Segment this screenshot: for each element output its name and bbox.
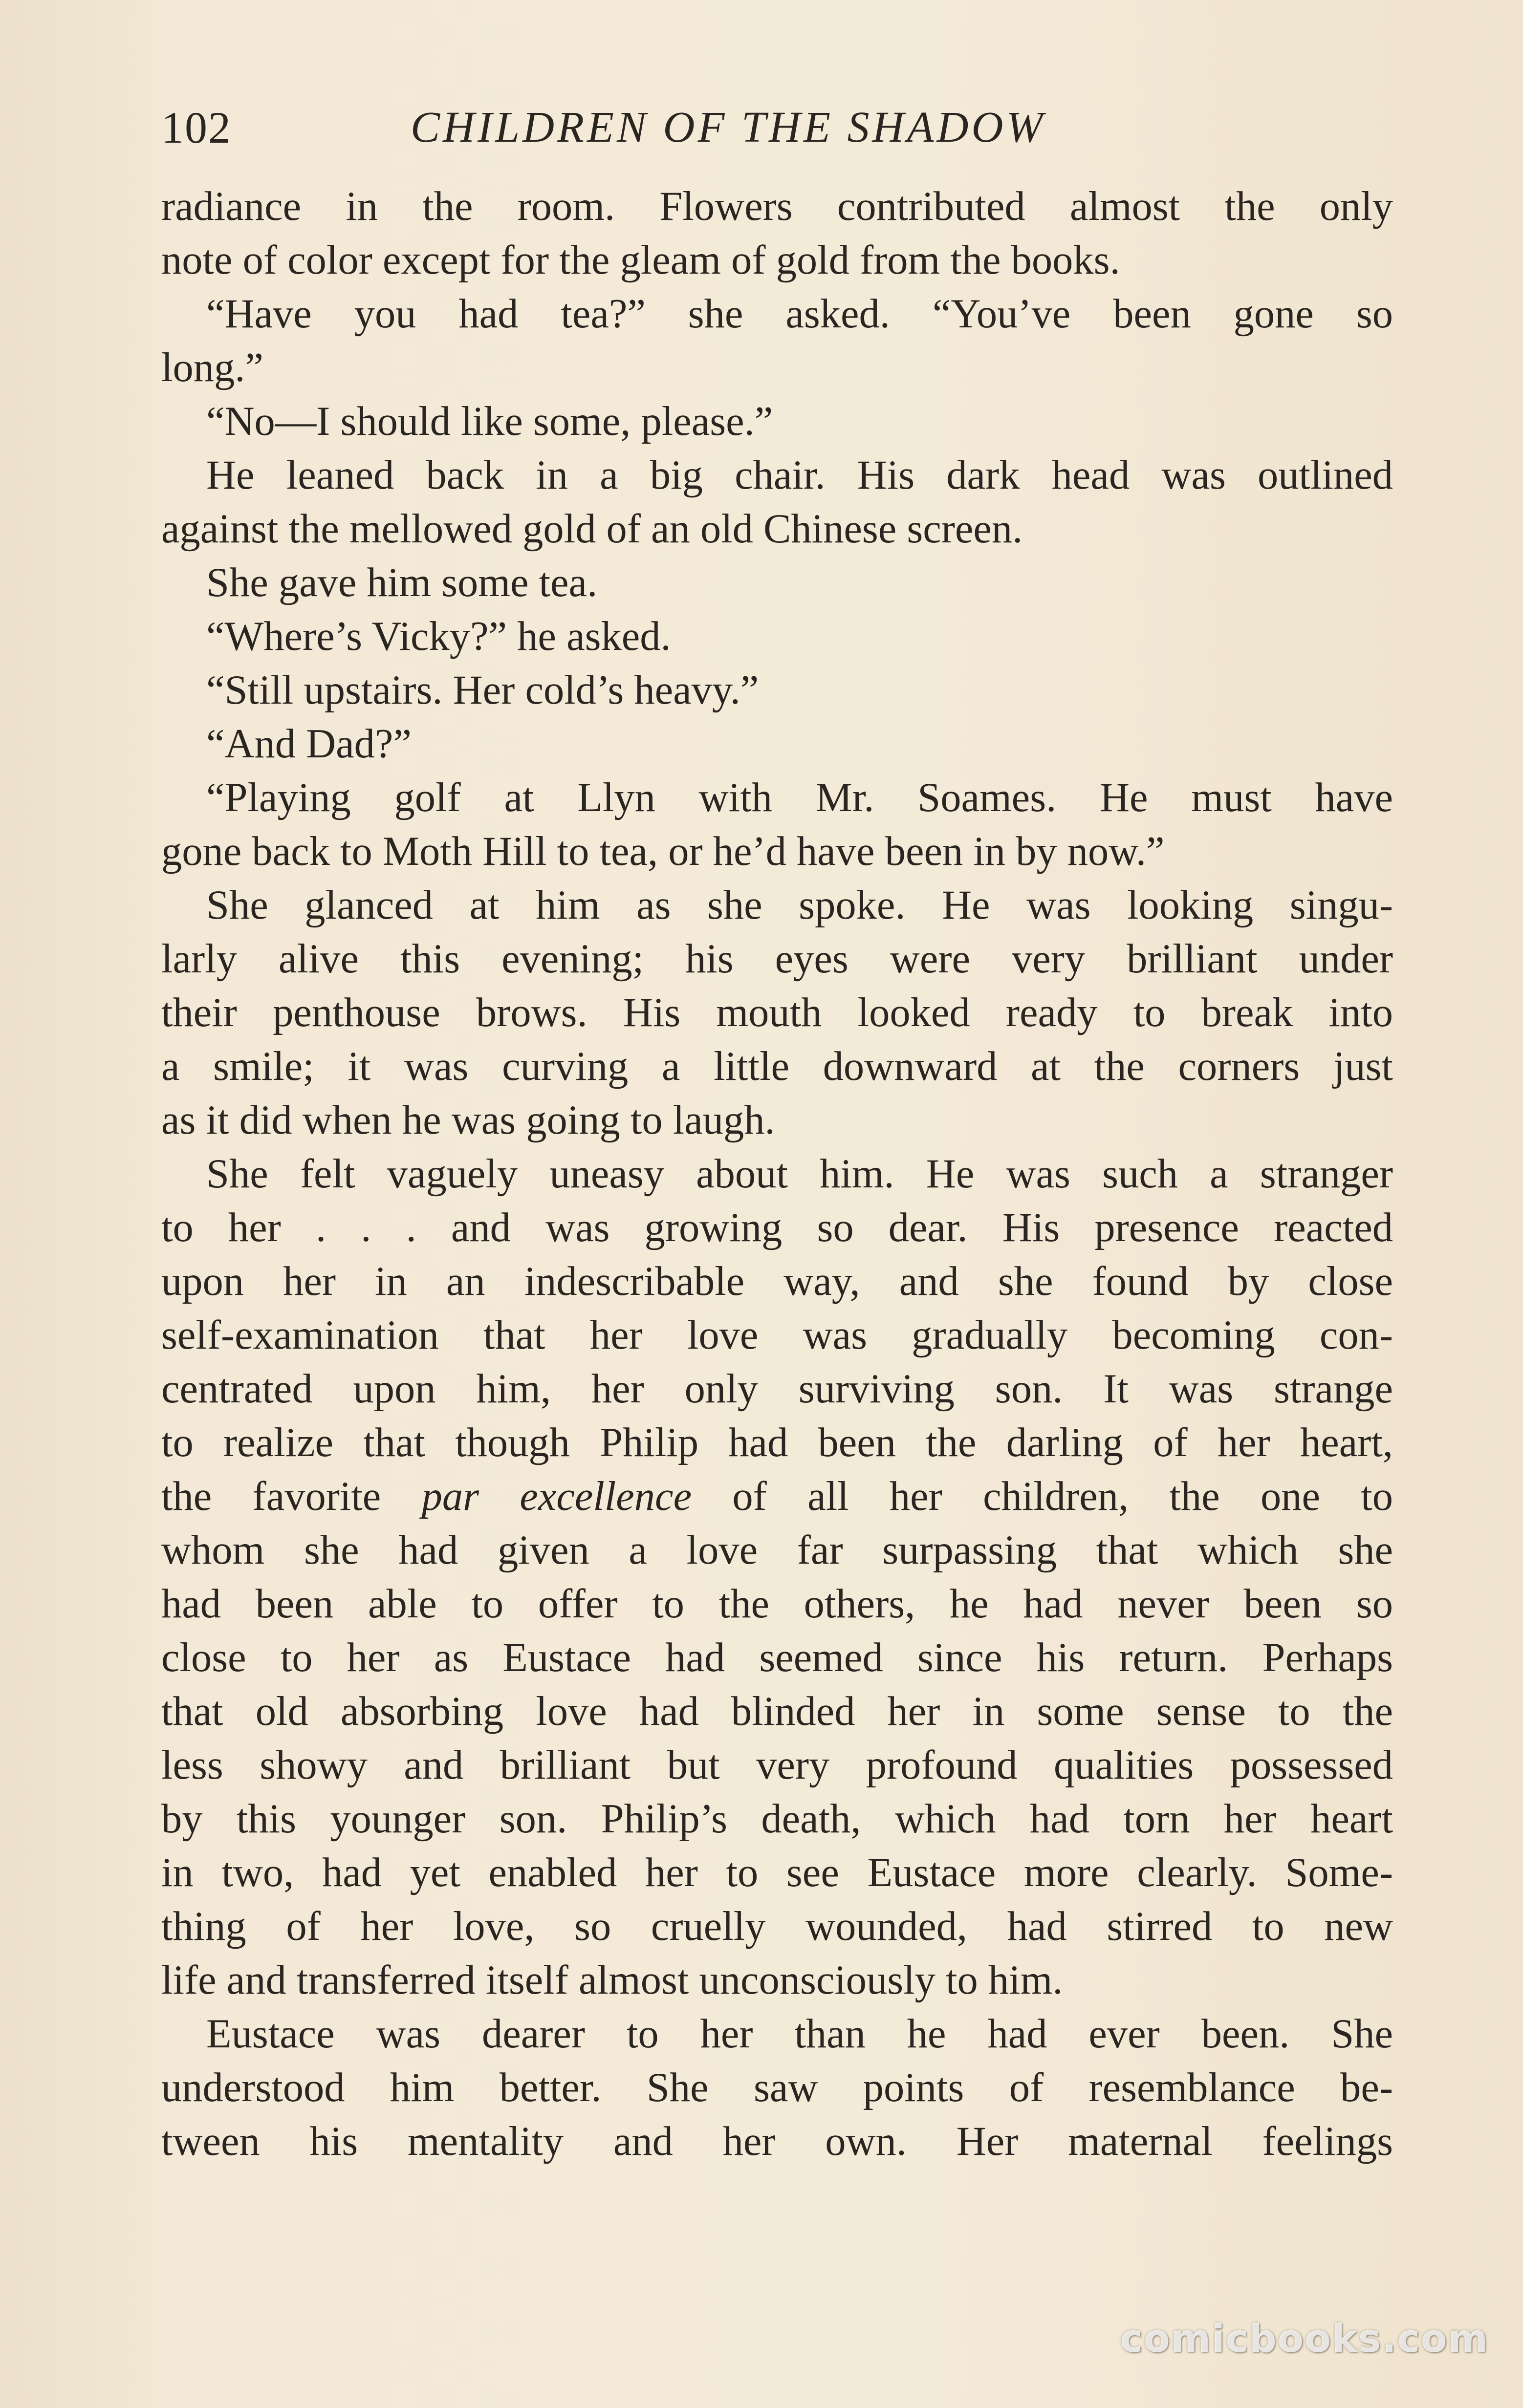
text-line: in two, had yet enabled her to see Eustace more clearly. Some-	[161, 1850, 1393, 1895]
text-run: the favorite	[161, 1474, 422, 1519]
text-line: upon her in an indescribable way, and she found by close	[161, 1259, 1393, 1304]
text-line: tween his mentality and her own. Her maternal feelings	[161, 2119, 1393, 2164]
text-line: thing of her love, so cruelly wounded, had stirred to new	[161, 1904, 1393, 1949]
text-line: life and transferred itself almost unconsciously to him.	[161, 1957, 1063, 2003]
page-number: 102	[161, 103, 232, 152]
text-line: whom she had given a love far surpassing that which she	[161, 1527, 1393, 1573]
text-line: to realize that though Philip had been the darling of her heart,	[161, 1420, 1393, 1465]
watermark-logo: comicbooks.com	[1120, 2317, 1489, 2361]
text-line: close to her as Eustace had seemed since his return. Perhaps	[161, 1635, 1393, 1680]
text-line: a smile; it was curving a little downward at the corners just	[161, 1044, 1393, 1089]
text-line: by this younger son. Philip’s death, which had torn her heart	[161, 1796, 1393, 1842]
text-line: centrated upon him, her only surviving son. It was strange	[161, 1366, 1393, 1412]
text-line: to her . . . and was growing so dear. His presence reacted	[161, 1205, 1393, 1250]
text-line: “And Dad?”	[206, 721, 412, 767]
text-line: against the mellowed gold of an old Chinese screen.	[161, 506, 1023, 552]
text-line: He leaned back in a big chair. His dark head was outlined	[206, 452, 1393, 498]
italic-phrase: par excellence	[421, 1474, 692, 1519]
text-line: their penthouse brows. His mouth looked ready to break into	[161, 990, 1393, 1035]
text-run: of all her children, the one to	[692, 1474, 1393, 1519]
text-line: larly alive this evening; his eyes were very brilliant under	[161, 936, 1393, 982]
text-line: “Still upstairs. Her cold’s heavy.”	[206, 667, 759, 713]
text-line: “Have you had tea?” she asked. “You’ve been gone so	[206, 291, 1393, 337]
running-head	[161, 96, 1393, 159]
text-line: as it did when he was going to laugh.	[161, 1097, 775, 1143]
text-line: self-examination that her love was gradually becoming con-	[161, 1312, 1393, 1358]
text-line: long.”	[161, 345, 263, 390]
text-line: note of color except for the gleam of gold from the books.	[161, 237, 1120, 283]
book-title: CHILDREN OF THE SHADOW	[411, 103, 1046, 151]
text-line: radiance in the room. Flowers contributed almost the only	[161, 184, 1393, 229]
text-line: “Playing golf at Llyn with Mr. Soames. He must have	[206, 775, 1393, 820]
text-line: “No—I should like some, please.”	[206, 399, 773, 444]
text-line: understood him better. She saw points of resemblance be-	[161, 2065, 1393, 2110]
text-line: gone back to Moth Hill to tea, or he’d have been in by now.”	[161, 829, 1165, 874]
text-line: had been able to offer to the others, he had never been so	[161, 1581, 1393, 1627]
text-line: Eustace was dearer to her than he had ever been. She	[206, 2011, 1393, 2057]
text-line: She gave him some tea.	[206, 560, 598, 605]
text-line: She glanced at him as she spoke. He was looking singu-	[206, 882, 1393, 928]
text-line-mixed	[161, 1470, 1393, 1524]
body-text	[161, 180, 1393, 2169]
text-line: “Where’s Vicky?” he asked.	[206, 614, 671, 659]
text-line: that old absorbing love had blinded her in some sense to the	[161, 1689, 1393, 1734]
text-line: less showy and brilliant but very profound qualities possessed	[161, 1742, 1393, 1788]
text-line: She felt vaguely uneasy about him. He was such a stranger	[206, 1151, 1393, 1197]
